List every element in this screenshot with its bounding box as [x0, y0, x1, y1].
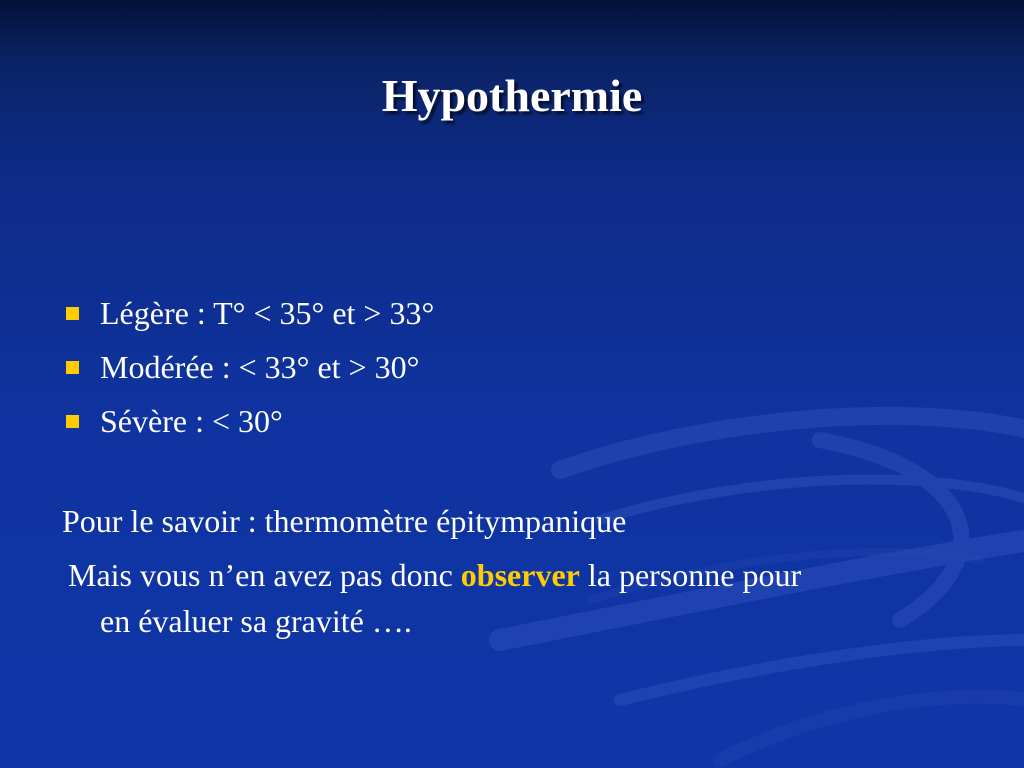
detail-text-before: Mais vous n’en avez pas donc	[68, 557, 461, 593]
bullet-text: Légère : T° < 35° et > 33°	[100, 295, 435, 331]
detail-line-2: en évaluer sa gravité ….	[100, 603, 412, 639]
detail-text-after: la personne pour	[579, 557, 802, 593]
square-bullet-icon	[66, 307, 79, 320]
bullet-list	[60, 286, 434, 448]
detail-line-1	[62, 552, 962, 598]
list-item	[60, 286, 434, 340]
detail-paragraph	[62, 552, 962, 644]
note-text: Pour le savoir : thermomètre épitympanique	[62, 503, 627, 539]
square-bullet-icon	[66, 415, 79, 428]
list-item	[60, 394, 434, 448]
bullet-text: Modérée : < 33° et > 30°	[100, 349, 420, 385]
bullet-text: Sévère : < 30°	[100, 403, 283, 439]
list-item	[60, 340, 434, 394]
slide-title: Hypothermie	[381, 70, 643, 121]
emphasis-word: observer	[460, 557, 580, 593]
square-bullet-icon	[66, 361, 79, 374]
